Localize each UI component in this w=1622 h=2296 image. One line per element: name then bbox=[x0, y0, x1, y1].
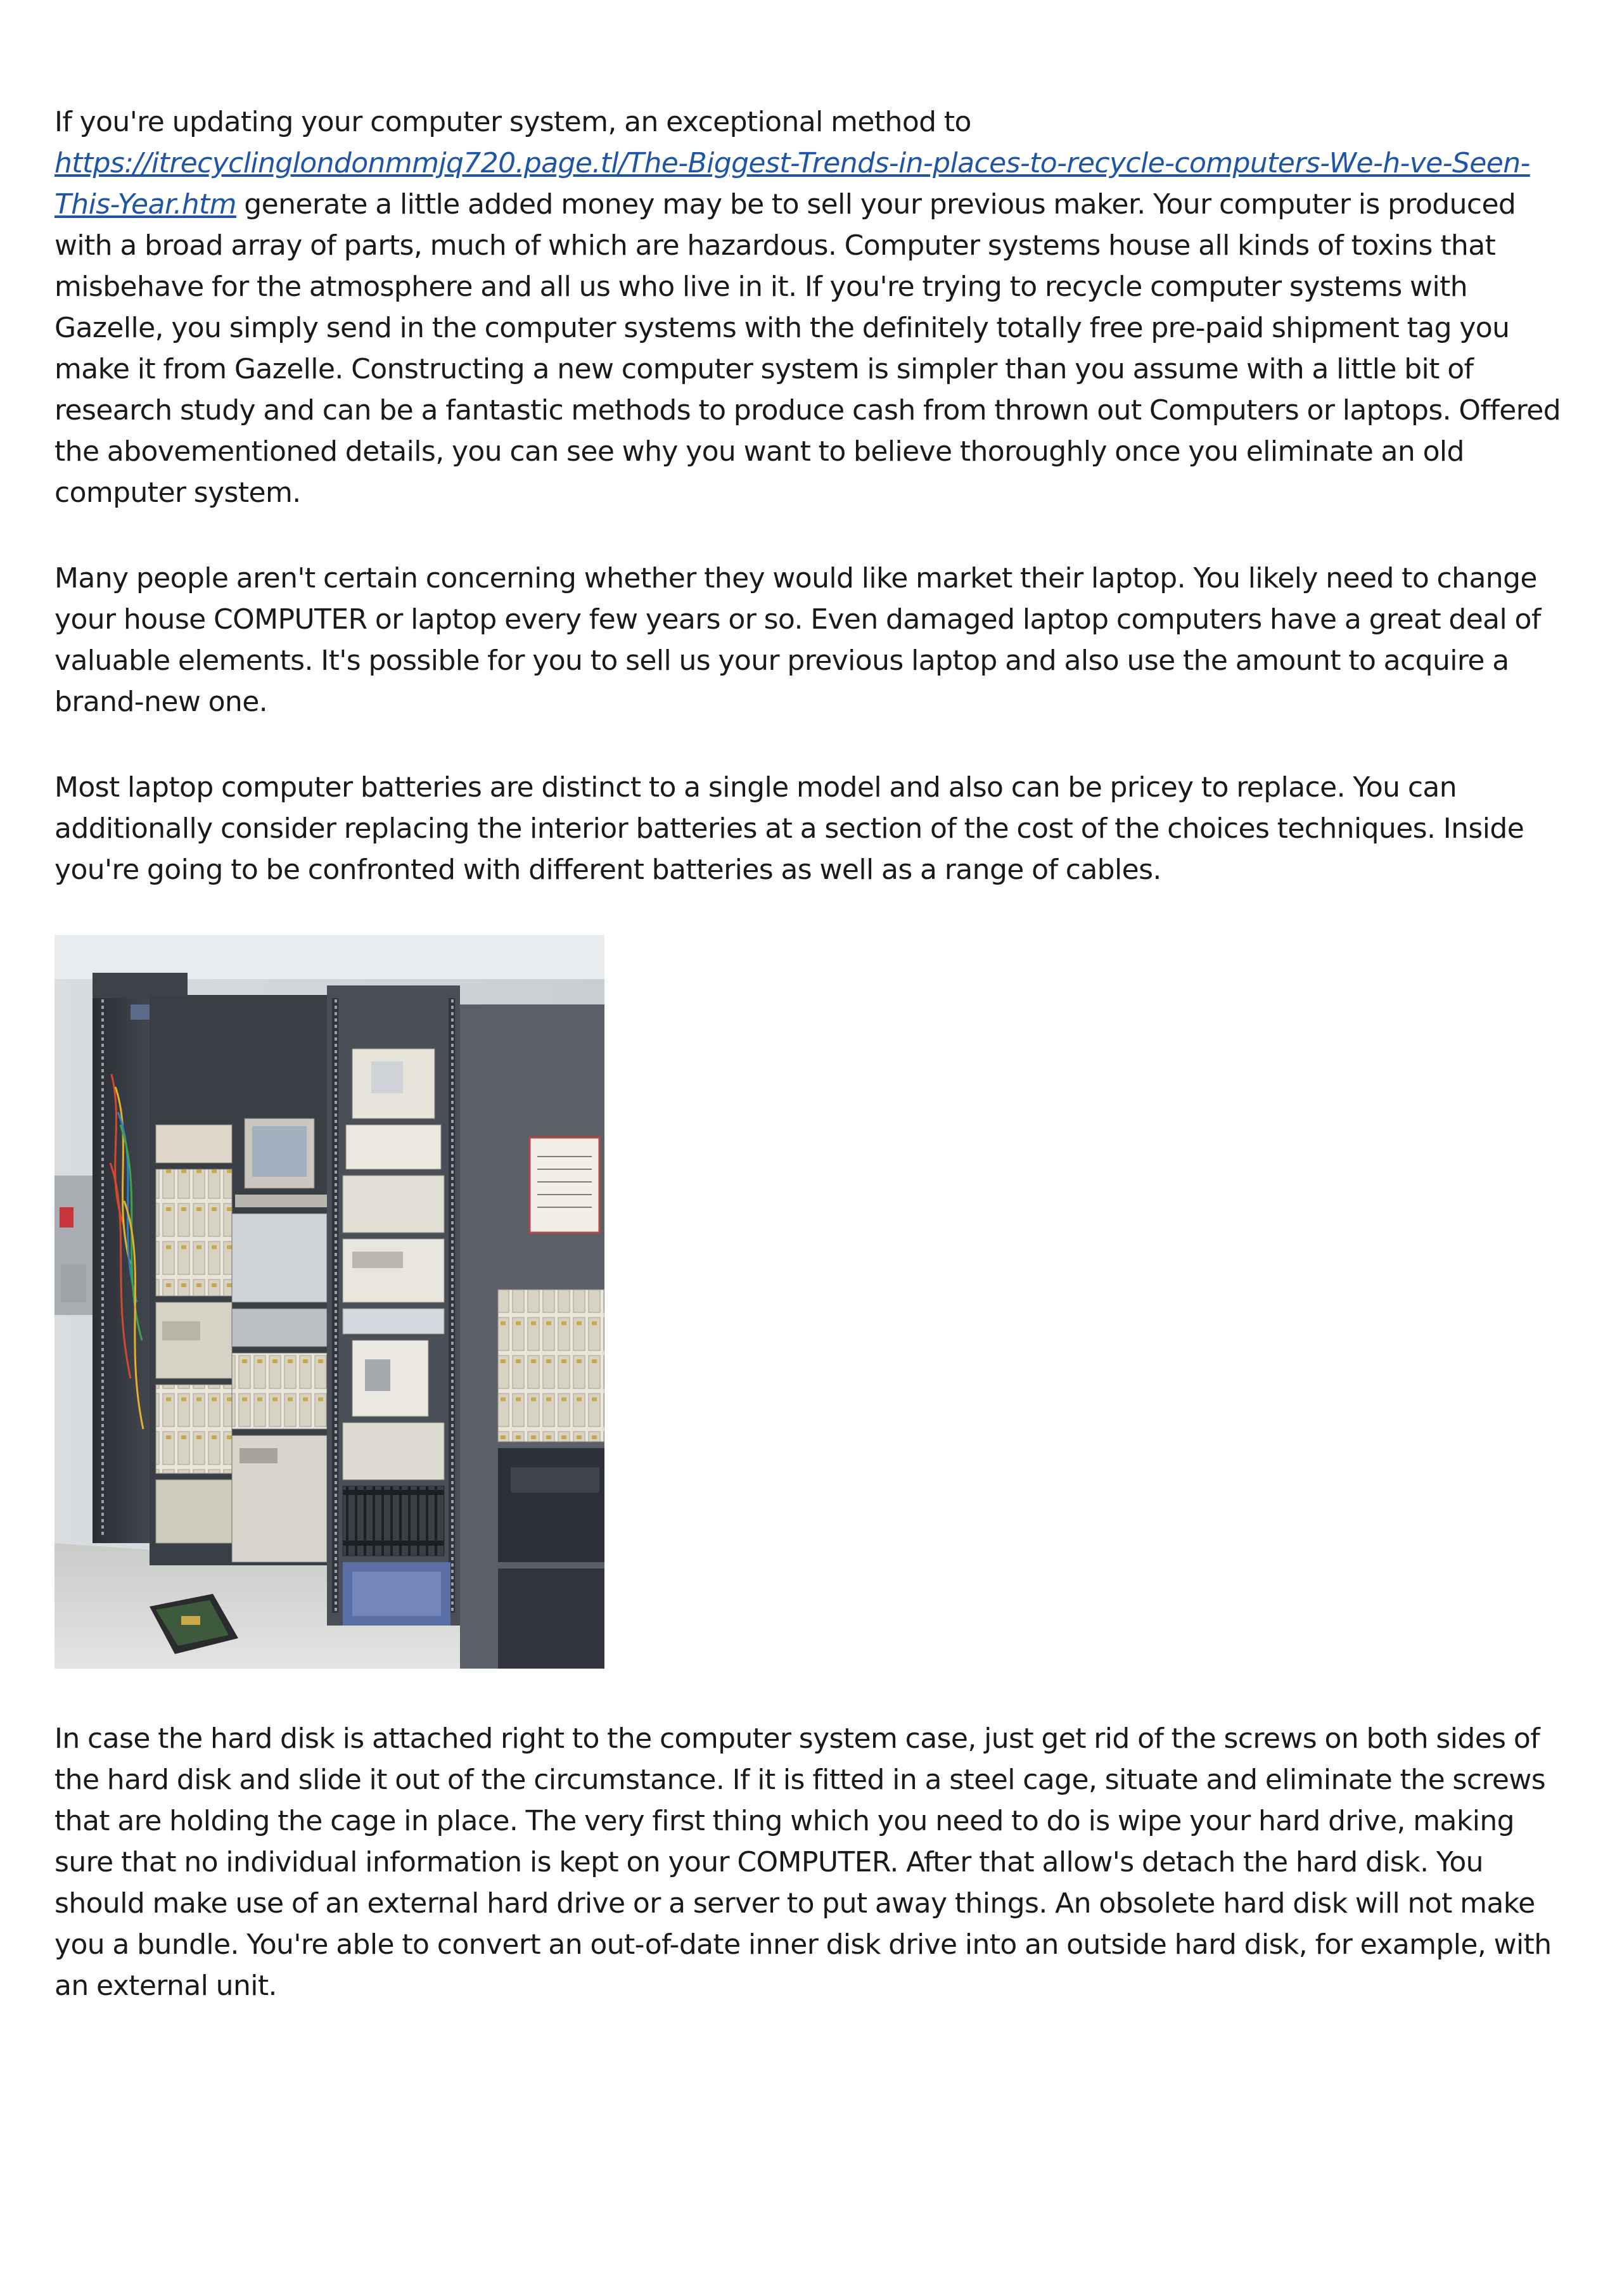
document-page bbox=[54, 101, 1575, 2006]
paragraph-4: In case the hard disk is attached right to the computer system case, just get rid of the screws on both sides of the hard disk and slide it out of the circumstance. If it is fitted in a steel cage, situate and eliminate the screws that are holding the cage in place. The very first thing which you need to do is wipe your hard drive, making sure that no individual information is kept on your COMPUTER. After that allow's detach the hard disk. You should make use of an external hard drive or a server to put away things. An obsolete hard disk will not make you a bundle. You're able to convert an out-of-date inner disk drive into an outside hard disk, for example, with an external unit. bbox=[54, 1722, 1552, 2002]
paragraph-1-lead: If you're updating your computer system, an exceptional method to bbox=[54, 106, 971, 138]
paragraph-3: Most laptop computer batteries are distinct to a single model and also can be pricey to replace. You can additionally consider replacing the interior batteries at a section of the cost of the choices techniques. Inside you're going to be confronted with different batteries as well as a range of cables. bbox=[54, 771, 1524, 886]
paragraph-1 bbox=[54, 101, 1575, 513]
paragraph-2: Many people aren't certain concerning whether they would like market their laptop. You likely need to change your house COMPUTER or laptop every few years or so. Even damaged laptop computers have a great deal of valuable elements. It's possible for you to sell us your previous laptop and also use the amount to acquire a brand-new one. bbox=[54, 562, 1541, 718]
recycling-article-link[interactable]: https://itrecyclinglondonmmjq720.page.tl/The-Biggest-Trends-in-places-to-recycle-computers-We-h-ve-Seen-This-Year.htm bbox=[54, 147, 1530, 221]
server-racks-photo bbox=[54, 935, 604, 1669]
paragraph-1-rest: generate a little added money may be to sell your previous maker. Your computer is produced with a broad array of parts, much of which are hazardous. Computer systems house all kinds of toxins that misbehave for the atmosphere and all us who live in it. If you're trying to recycle computer systems with Gazelle, you simply send in the computer systems with the definitely totally free pre-paid shipment tag you make it from Gazelle. Constructing a new computer system is simpler than you assume with a little bit of research study and can be a fantastic methods to produce cash from thrown out Computers or laptops. Offered the abovementioned details, you can see why you want to believe thoroughly once you eliminate an old computer system. bbox=[54, 188, 1561, 509]
